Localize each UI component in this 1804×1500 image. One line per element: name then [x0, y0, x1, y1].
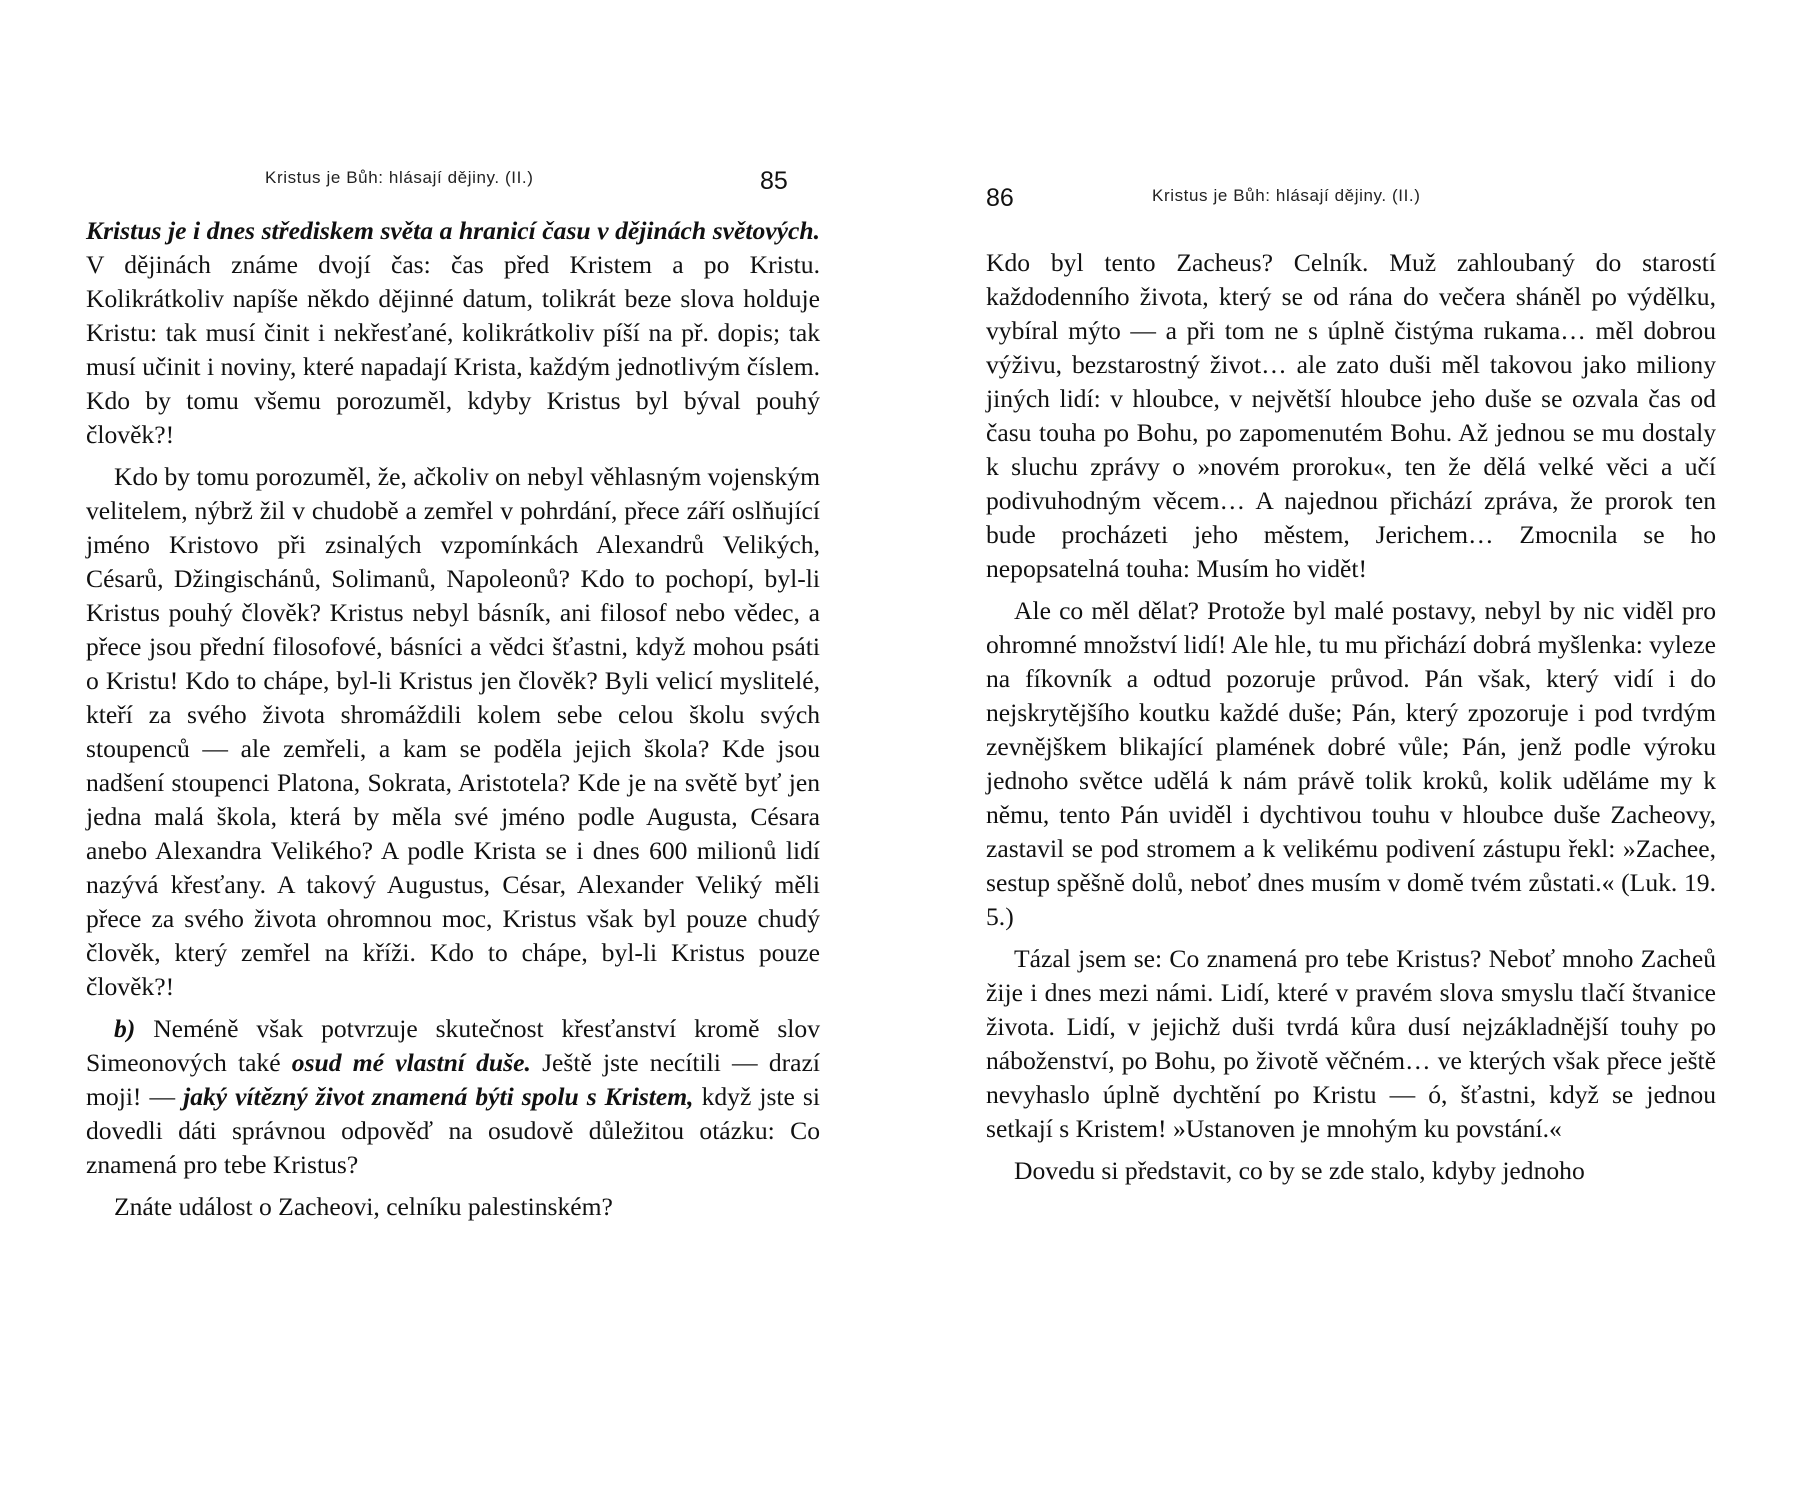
paragraph — [86, 460, 820, 1004]
paragraph — [86, 214, 820, 452]
paragraph — [86, 1012, 820, 1182]
emphasized-text: jaký vítězný život znamená býti spolu s Kristem, — [183, 1082, 694, 1111]
running-head: Kristus je Bůh: hlásají dějiny. (II.) — [1152, 186, 1421, 205]
body-text — [986, 246, 1716, 1196]
paragraph — [86, 1190, 820, 1224]
running-head: Kristus je Bůh: hlásají dějiny. (II.) — [265, 168, 534, 187]
paragraph-text: V dějinách známe dvojí čas: čas před Kristem a po Kristu. Kolikrátkoliv napíše někdo dějinné datum, tolikrát beze slova holduje Kristu: tak musí činit i nekřesťané, kolikrátkoliv píší na př. dopis; tak musí učinit i noviny, které napadají Krista, každým jednotlivým číslem. Kdo by tomu všemu porozuměl, kdyby Kristus byl býval pouhý člověk?! — [86, 250, 820, 449]
paragraph-text: když jste si dovedli dáti správnou odpověď na osudově důležitou otázku: Co znamená pro tebe Kristus? — [86, 1082, 820, 1179]
emphasized-text: Kristus je i dnes střediskem světa a hranicí času v dějinách světových. — [86, 216, 820, 245]
page-number: 85 — [760, 167, 788, 195]
section-marker: b) — [114, 1014, 136, 1043]
paragraph-text: Dovedu si představit, co by se zde stalo, kdyby jednoho — [1014, 1156, 1585, 1185]
paragraph — [986, 594, 1716, 934]
paragraph-text: Ještě jste necítili — drazí moji! — — [86, 1048, 820, 1111]
page-gutter — [880, 0, 882, 1500]
paragraph — [986, 246, 1716, 586]
paragraph-text: Ale co měl dělat? Protože byl malé postavy, nebyl by nic viděl pro ohromné množství lidí! Ale hle, tu mu přichází dobrá myšlenka: vyleze na fíkovník a odtud pozoruje průvod. Pán však, který vidí i do nejskrytějšího koutku každé duše; Pán, který zpozoruje i pod tvrdým zevnějškem blikající plamének dobré vůle; Pán, jenž podle výroku jednoho světce udělá k nám právě tolik kroků, kolik uděláme my k němu, tento Pán uviděl i dychtivou touhu v hloubce duše Zacheovy, zastavil se pod stromem a k velikému podivení zástupu řekl: »Zachee, sestup spěšně dolů, neboť dnes musím v domě tvém zůstati.« (Luk. 19. 5.) — [986, 596, 1716, 931]
paragraph — [986, 1154, 1716, 1188]
emphasized-text: osud mé vlastní duše. — [291, 1048, 531, 1077]
body-text — [86, 214, 820, 1232]
paragraph — [986, 942, 1716, 1146]
paragraph-text: Tázal jsem se: Co znamená pro tebe Kristus? Neboť mnoho Zacheů žije i dnes mezi námi. Lidí, které v pravém slova smyslu tlačí štvanice života. Lidí, v jejichž duši tvrdá kůra dusí nejzákladnější touhy po náboženství, po Bohu, po životě věčném… ve kterých však přece ještě nevyhaslo úplně dychtění po Kristu — ó, šťastni, když se jednou setkají s Kristem! »Ustanoven je mnohým ku povstání.« — [986, 944, 1716, 1143]
paragraph-text: Kdo byl tento Zacheus? Celník. Muž zahloubaný do starostí každodenního života, který se od rána do večera sháněl po výdělku, vybíral mýto — a při tom ne s úplně čistýma rukama… měl dobrou výživu, bezstarostný život… ale zato duši měl takovou jako miliony jiných lidí: v hloubce, v největší hloubce jeho duše se ozvala čas od času touha po Bohu, po zapomenutém Bohu. Až jednou se mu dostaly k sluchu zprávy o »novém proroku«, ten že dělá velké věci a učí podivuhodným věcem… A najednou přichází zpráva, že prorok ten bude procházeti jeho městem, Jerichem… Zmocnila se ho nepopsatelná touha: Musím ho vidět! — [986, 248, 1716, 583]
paragraph-text: Neméně však potvrzuje skutečnost křesťanství kromě slov Simeonových také — [86, 1014, 820, 1077]
right-page — [920, 0, 1740, 1500]
page-number: 86 — [986, 184, 1014, 212]
left-page — [60, 0, 840, 1500]
paragraph-text: Kdo by tomu porozuměl, že, ačkoliv on nebyl věhlasným vojenským velitelem, nýbrž žil v chudobě a zemřel v pohrdání, přece září oslňující jméno Kristovo při zsinalých vzpomínkách Alexandrů Velikých, Césarů, Džingischánů, Solimanů, Napoleonů? Kdo to pochopí, byl-li Kristus pouhý člověk? Kristus nebyl básník, ani filosof nebo vědec, a přece jsou přední filosofové, básníci a vědci šťastni, když mohou psáti o Kristu! Kdo to chápe, byl-li Kristus jen člověk? Byli velicí myslitelé, kteří za svého života shromáždili kolem sebe celou školu svých stoupenců — ale zemřeli, a kam se poděla jejich škola? Kde jsou nadšení stoupenci Platona, Sokrata, Aristotela? Kde je na světě byť jen jedna malá škola, která by měla své jméno podle Augusta, Césara anebo Alexandra Velikého? A podle Krista se i dnes 600 milionů lidí nazývá křesťany. A takový Augustus, César, Alexander Veliký měli přece za svého života ohromnou moc, Kristus však byl pouze chudý člověk, který zemřel na kříži. Kdo to chápe, byl-li Kristus pouze člověk?! — [86, 462, 820, 1001]
paragraph-text: Znáte událost o Zacheovi, celníku palestinském? — [114, 1192, 613, 1221]
